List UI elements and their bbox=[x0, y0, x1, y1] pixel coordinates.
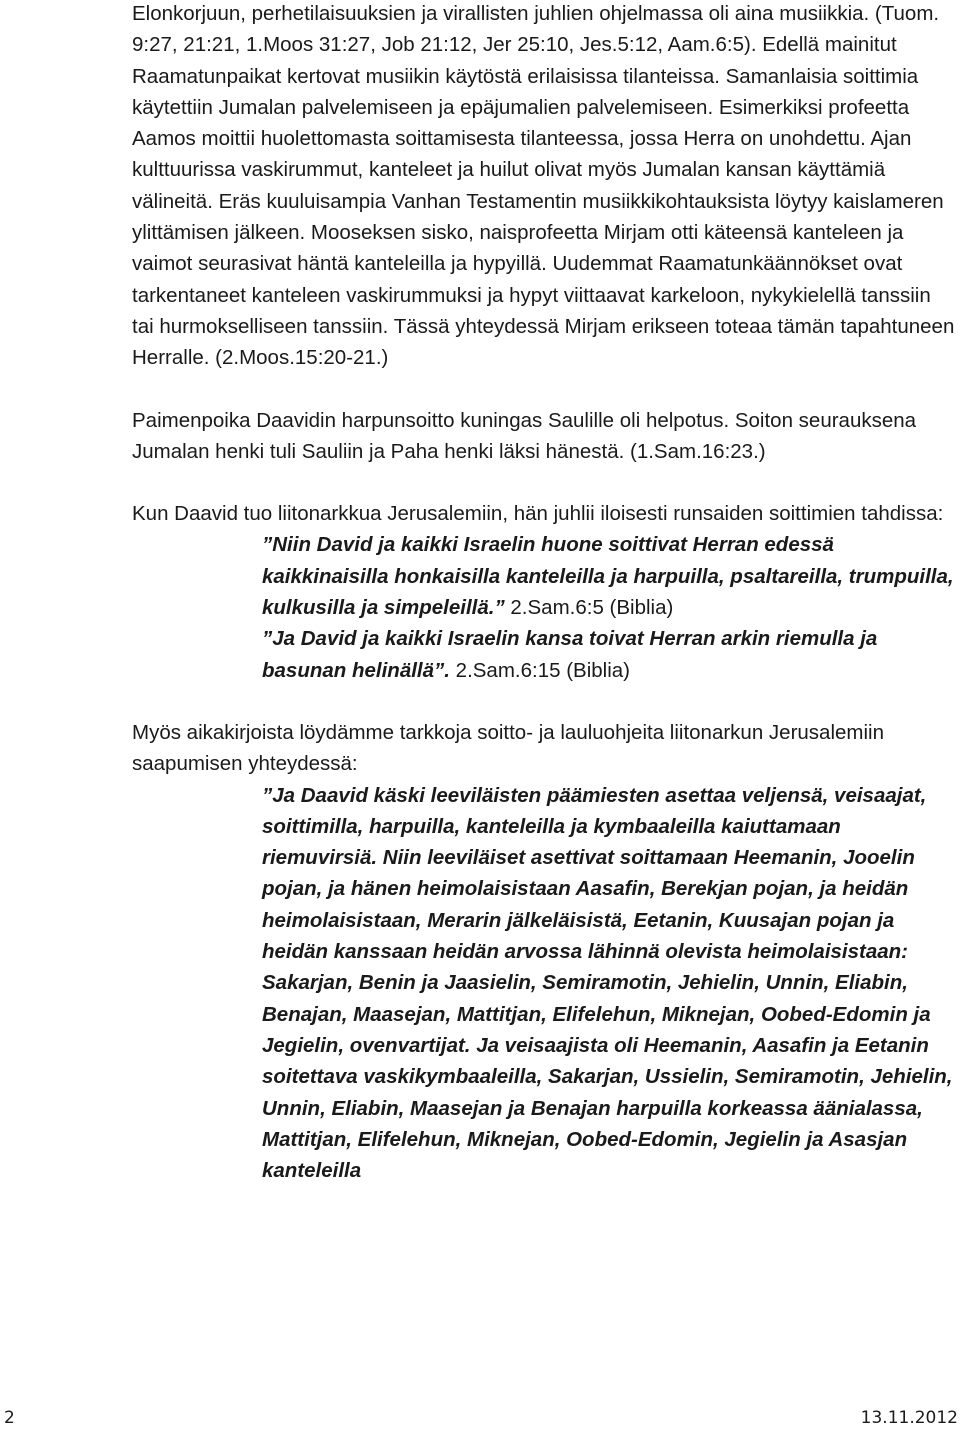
quote-text: ”Ja Daavid käski leeviläisten päämiesten asettaa veljensä, veisaajat, soittimilla, harpuilla, kanteleilla ja kymbaaleilla kaiuttamaan riemuvirsiä. Niin leeviläiset asettivat soittamaan Heemanin, Jooelin pojan, ja hänen heimolaisistaan Aasafin, Berekjan pojan, ja heidän heimolaisistaan, Merarin jälkeläisistä, Eetanin, Kuusajan pojan ja heidän kanssaan heidän arvossa lähinnä olevista heimolaisistaan: Sakarjan, Benin ja Jaasielin, Semiramotin, Jehielin, Unnin, Eliabin, Benajan, Maasejan, Mattitjan, Elifelehun, Miknejan, Oobed-Edomin ja Jegielin, ovenvartijat. Ja veisaajista oli Heemanin, Aasafin ja Eetanin soitettava vaskikymbaaleilla, Sakarjan, Ussielin, Semiramotin, Jehielin, Unnin, Eliabin, Maasejan ja Benajan harpuilla korkeassa äänialassa, Mattitjan, Elifelehun, Miknejan, Oobed-Edomin, Jegielin ja Asasjan kanteleilla bbox=[262, 783, 953, 1183]
page-number: 2 bbox=[4, 1408, 15, 1428]
quote-reference: 2.Sam.6:15 (Biblia) bbox=[449, 658, 630, 682]
quote-block-samuel bbox=[262, 529, 958, 685]
quote-text: ”Niin David ja kaikki Israelin huone soittivat Herran edessä kaikkinaisilla honkaisilla kanteleilla ja harpuilla, psaltareilla, trumpuilla, kulkusilla ja simpeleillä.” bbox=[262, 533, 954, 620]
quote-2sam-6-5 bbox=[262, 529, 958, 623]
quote-block-chronicles bbox=[262, 780, 958, 1187]
quote-reference: 2.Sam.6:5 (Biblia) bbox=[504, 596, 674, 620]
paragraph-music-in-life: Elonkorjuun, perhetilaisuuksien ja virallisten juhlien ohjelmassa oli aina musiikkia. (Tuom. 9:27, 21:21, 1.Moos 31:27, Job 21:12, Jer 25:10, Jes.5:12, Aam.6:5). Edellä mainitut Raamatunpaikat kertovat musiikin käytöstä erilaisissa tilanteissa. Samanlaisia soittimia käytettiin Jumalan palvelemiseen ja epäjumalien palvelemiseen. Esimerkiksi profeetta Aamos moittii huolettomasta soittamisesta tilanteessa, jossa Herra on unohdettu. Ajan kulttuurissa vaskirummut, kanteleet ja huilut olivat myös Jumalan kansan käyttämiä välineitä. Eräs kuuluisampia Vanhan Testamentin musiikkikohtauksista löytyy kaislameren ylittämisen jälkeen. Mooseksen sisko, naisprofeetta Mirjam otti käteensä kanteleen ja vaimot seurasivat häntä kanteleilla ja hypyillä. Uudemmat Raamatunkäännökset ovat tarkentaneet kanteleen vaskirummuksi ja hypyt viittaavat karkeloon, nykykielellä tanssiin tai hurmokselliseen tanssiin. Tässä yhteydessä Mirjam erikseen toteaa tämän tapahtuneen Herralle. (2.Moos.15:20-21.) bbox=[132, 2, 955, 370]
paragraph-david-harp: Paimenpoika Daavidin harpunsoitto kuningas Saulille oli helpotus. Soiton seurauksena Jumalan henki tuli Sauliin ja Paha henki läksi hänestä. (1.Sam.16:23.) bbox=[132, 408, 917, 463]
quote-2sam-6-15 bbox=[262, 623, 958, 686]
paragraph-ark-celebration: Kun Daavid tuo liitonarkkua Jerusalemiin, hän juhlii iloisesti runsaiden soittimien tahdissa: bbox=[132, 502, 944, 526]
footer-date: 13.11.2012 bbox=[860, 1408, 958, 1428]
quote-text: ”Ja David ja kaikki Israelin kansa toivat Herran arkin riemulla ja basunan helinällä”. bbox=[262, 627, 878, 682]
document-body bbox=[132, 0, 958, 1186]
paragraph-chronicles: Myös aikakirjoista löydämme tarkkoja soitto- ja lauluohjeita liitonarkun Jerusalemiin saapumisen yhteydessä: bbox=[132, 720, 884, 776]
